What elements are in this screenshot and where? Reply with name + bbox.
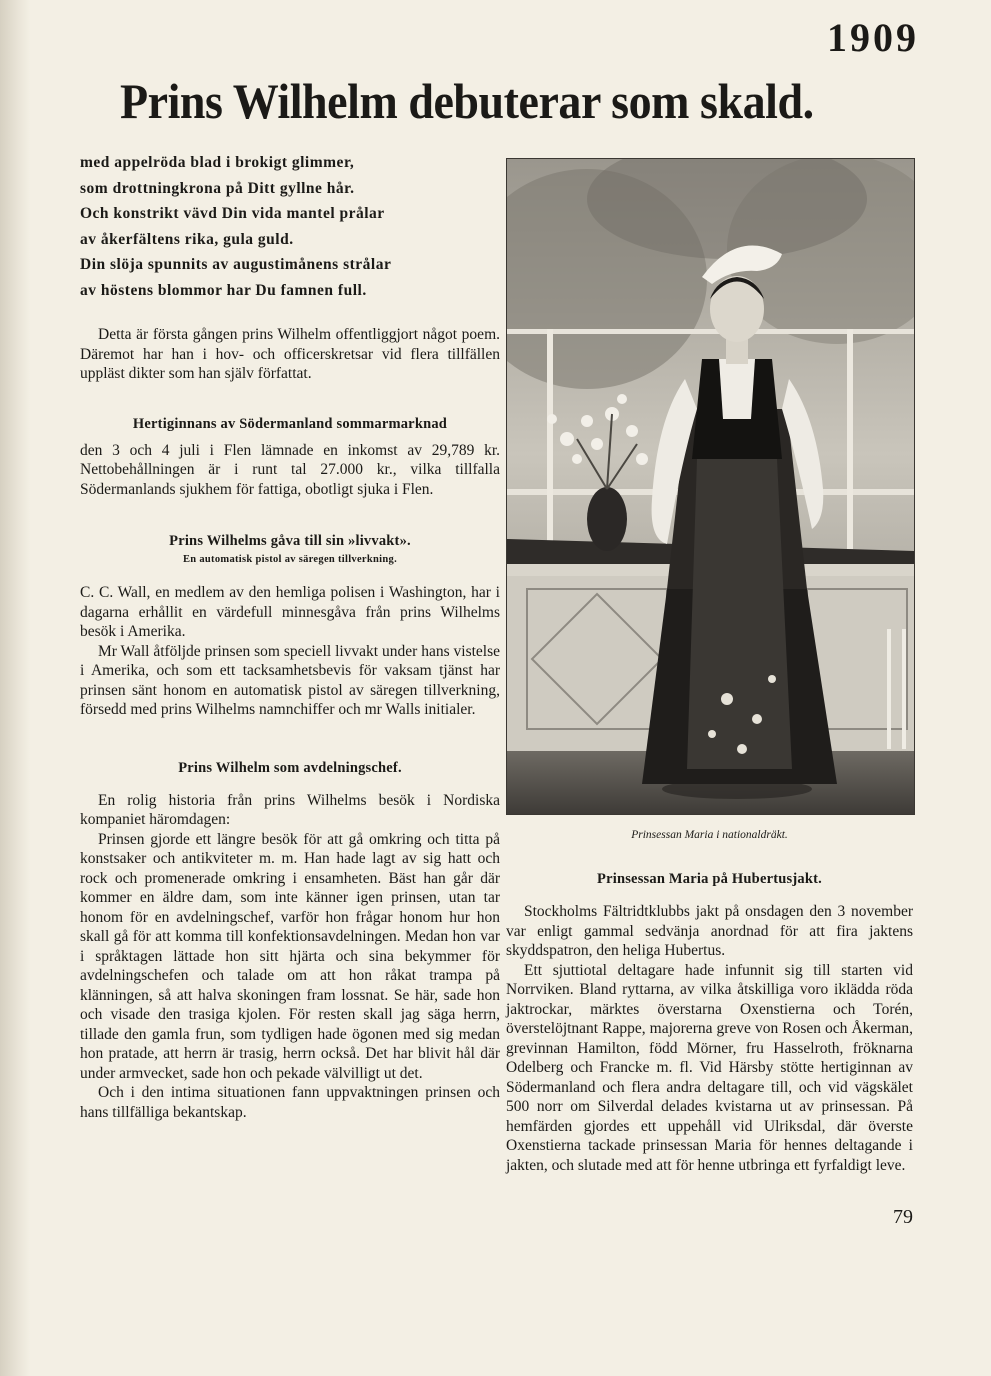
- poem-line: av höstens blommor har Du famnen full.: [80, 281, 367, 299]
- gift-paragraph: C. C. Wall, en medlem av den hemliga polisen i Washington, har i dagarna erhållit en värdefull minnesgåva från prins Wilhelms besök i Amerika.: [80, 584, 500, 640]
- page-headline: Prins Wilhelm debuterar som skald.: [120, 73, 814, 129]
- page-year: 1909: [827, 15, 919, 60]
- chief-paragraph: Och i den intima situationen fann uppvaktningen prinsen och hans tillfälliga bekantskap.: [80, 1084, 500, 1121]
- hunt-paragraph: Stockholms Fältridtklubbs jakt på onsdagen den 3 november var enligt gammal sedvänja anordnad för att fira jaktens skyddspatron, den heliga Hubertus.: [506, 903, 913, 959]
- page-gutter: [0, 0, 30, 1376]
- right-column: [506, 158, 913, 1175]
- gift-subheading: En automatisk pistol av säregen tillverkning.: [183, 554, 397, 565]
- chief-paragraph: En rolig historia från prins Wilhelms besök i Nordiska kompaniet häromdagen:: [80, 791, 500, 828]
- hunt-heading: Prinsessan Maria på Hubertusjakt.: [597, 871, 822, 887]
- hunt-paragraph: Ett sjuttiotal deltagare hade infunnit sig till starten vid Norrviken. Bland ryttarna, av vilka åtskilliga voro iklädda röda jaktrockar, märktes överstarna Oxenstierna och Torén, överstelöjtnant Rappe, majorerna greve von Rosen och Åkerman, grevinnan Hamilton, född Mörner, fru Hasselroth, fröknarna Odelberg och Francke m. fl. Vid Härsby stötte hertiginnan av Södermanland och flera andra deltagare till, och vid vägskälet 500 norr om Silverdal delades kvistarna ut av prinsessan. På hemfärden gjordes ett uppehåll vid Ulriksdal, där överste Oxenstierna tackade prinsessan Maria för hennes deltagande i jakten, och slutade med att för henne utbringa ett fyrfaldigt leve.: [506, 961, 913, 1174]
- poem: [80, 150, 500, 303]
- poem-note: Detta är första gången prins Wilhelm offentliggjort något poem. Däremot har han i hov- och officerskretsar vid flera tillfällen uppläst dikter som han själv författat.: [80, 326, 500, 382]
- poem-line: Din slöja spunnits av augustimånens strålar: [80, 256, 392, 273]
- page-number: 79: [893, 1206, 913, 1228]
- market-body: den 3 och 4 juli i Flen lämnade en inkomst av 29,789 kr. Nettobehållningen är i runt tal 27.000 kr., vilka tillfalla Södermanlands sjukhem för fattiga, obotligt sjuka i Flen.: [80, 441, 500, 498]
- chief-paragraph: Prinsen gjorde ett längre besök för att gå omkring och titta på konstsaker och antikviteter m. m. Han hade lagt av sig hatt och rock och promenerade omkring i ensamheten. Bäst han går där kommer en äldre dam, som inte känner igen prinsen, utan tar honom för en avdelningschef, varför hon frågar honom hur hon skall gå för att komma till konfektionsavdelningen. Medan hon var i språktagen lättade hon sitt hjärta och sina bekymmer för avdelningschefen och talade om att hon råkat trampa på klänningen, så att halva skoningen fram lossnat. Se här, sade hon och visade den trasiga kjolen. För resten skall jag säga herrn, tillade den gamla frun, som tydligen hade ögonen med sig medan hon pratade, att herrn är trasig, herrn också. Det har blivit hål där under armvecket, sade hon och pekade välvilligt ut det.: [80, 830, 500, 1082]
- market-heading: Hertiginnans av Södermanland sommarmarknad: [132, 415, 448, 432]
- portrait-illustration: [507, 159, 914, 814]
- poem-line: Och konstrikt vävd Din vida mantel prålar: [80, 205, 385, 222]
- portrait-photo: [506, 158, 915, 815]
- photo-caption: Prinsessan Maria i nationaldräkt.: [631, 829, 788, 841]
- gift-paragraph: Mr Wall åtföljde prinsen som speciell livvakt under hans vistelse i Amerika, och som ett tacksamhetsbevis för vaksam tjänst har prinsen sänt honom en automatisk pistol av säregen tillverkning, försedd med prins Wilhelms namnchiffer och mr Walls initialer.: [80, 642, 500, 718]
- poem-line: av åkerfältens rika, gula guld.: [80, 230, 294, 248]
- chief-heading: Prins Wilhelm som avdelningschef.: [178, 759, 402, 776]
- gift-heading: Prins Wilhelms gåva till sin »livvakt».: [169, 533, 411, 549]
- poem-line: med appelröda blad i brokigt glimmer,: [80, 154, 355, 171]
- left-column: [80, 150, 500, 1122]
- poem-line: som drottningkrona på Ditt gyllne hår.: [80, 179, 355, 197]
